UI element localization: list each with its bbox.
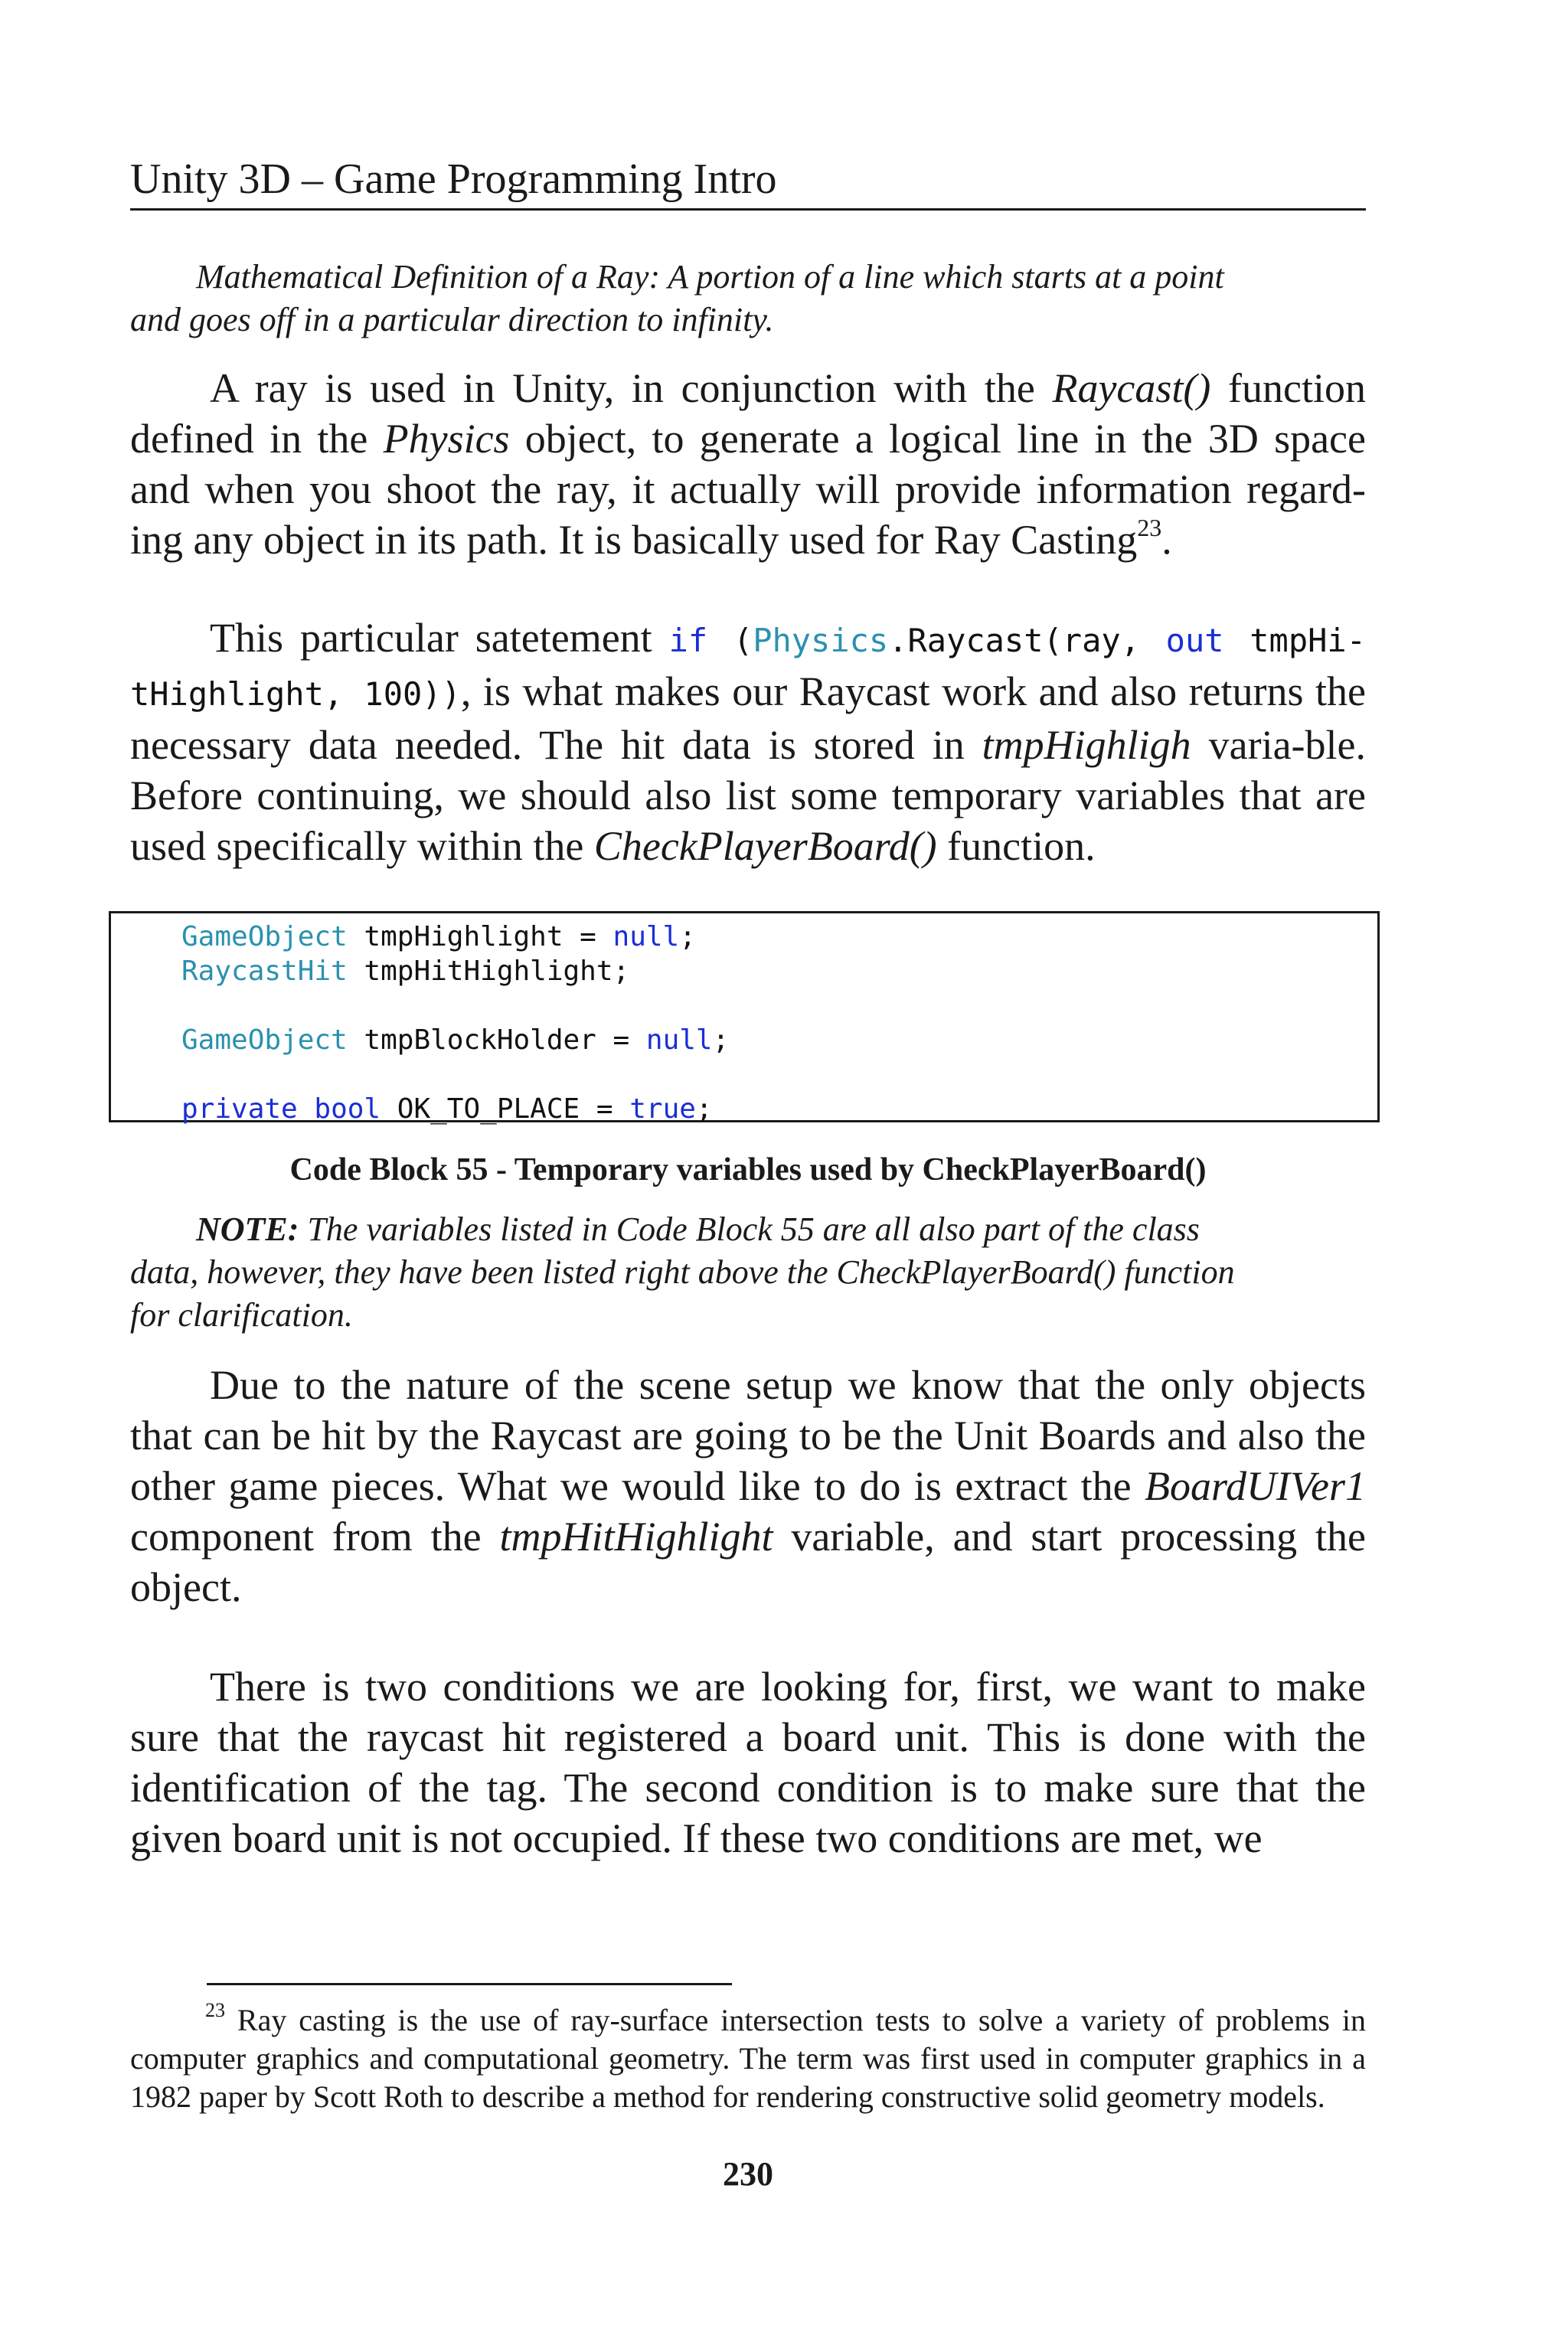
note-line-1	[130, 1208, 1366, 1251]
quote-line-1: Mathematical Definition of a Ray: A portion of a line which starts at a point	[196, 258, 1224, 296]
code-keyword: null	[612, 921, 680, 952]
quote-line-2: and goes off in a particular direction to infinity.	[130, 301, 774, 338]
code-type: RaycastHit	[181, 956, 348, 987]
code-type-physics: Physics	[753, 622, 889, 659]
code-type: GameObject	[181, 1024, 348, 1056]
note-line-2: data, however, they have been listed right above the CheckPlayerBoard() function	[130, 1253, 1235, 1291]
code-line-3	[181, 1023, 1377, 1057]
p2-text-2: , is what makes our Raycast work and also returns the necessary data needed. The hit data is stored in	[130, 668, 1366, 768]
p2-text-4: function.	[936, 823, 1096, 869]
code-paren: (	[707, 622, 753, 659]
note-line-3: for clarification.	[130, 1296, 353, 1334]
code-line-2	[181, 954, 1377, 988]
running-header: Unity 3D – Game Programming Intro	[130, 153, 1366, 211]
code-block-caption: Code Block 55 - Temporary variables used by CheckPlayerBoard()	[289, 1152, 1207, 1187]
p2-checkplayerboard-term: CheckPlayerBoard()	[593, 823, 937, 869]
code-block-55	[109, 911, 1380, 1125]
p3-text-2: component from the	[130, 1514, 500, 1560]
p2-tmphighligh-term: tmpHighligh	[982, 722, 1191, 768]
code-line-blank	[181, 1057, 1377, 1092]
p4-text: There is two conditions we are looking for, first, we want to make sure that the raycast hit registered a board unit. This is done with the identification of the tag. The second condition is to make sure that the given board unit is not occupied. If these two conditions are met, we	[130, 1664, 1366, 1861]
p1-text-2: function defined in the	[130, 365, 1366, 462]
footnote-number: 23	[205, 1998, 225, 2021]
code-text: tmpBlockHolder =	[347, 1024, 646, 1056]
code-type: GameObject	[181, 921, 348, 952]
footnote-text: Ray casting is the use of ray-surface intersection tests to solve a variety of problems in computer graphics and computational geometry. The term was first used in computer graphics in a 1982 paper by Scott Roth to describe a method for rendering constructive solid geometry models.	[130, 2003, 1366, 2114]
code-text: ;	[679, 921, 696, 952]
paragraph-ray-usage	[130, 363, 1366, 565]
note-block	[130, 1208, 1366, 1337]
code-keyword: private	[181, 1093, 298, 1125]
code-text: OK_TO_PLACE =	[381, 1093, 630, 1125]
code-text: ;	[712, 1024, 730, 1056]
paragraph-conditions	[130, 1661, 1366, 1864]
p2-text-3: varia-ble. Before continuing, we should also list some temporary variables that are used specifically within the	[130, 722, 1367, 869]
p3-tmphithighlight-term: tmpHitHighlight	[499, 1514, 773, 1560]
p3-text-1: Due to the nature of the scene setup we know that the only objects that can be hit by the Raycast are going to be the Unit Boards and also the other game pieces. What we would like to do is extract the	[130, 1362, 1366, 1509]
p1-raycast-term: Raycast()	[1052, 365, 1211, 411]
note-text-1: The variables listed in Code Block 55 are all also part of the class	[299, 1210, 1200, 1248]
p3-text-3: variable, and start processing the object.	[130, 1514, 1366, 1610]
paragraph-raycast-statement	[130, 612, 1366, 871]
code-args-rest: tmpHi-tHighlight, 100))	[130, 622, 1366, 713]
code-line-blank	[181, 988, 1377, 1023]
code-text: ;	[695, 1093, 713, 1125]
p1-text-3: object, to generate a logical line in the 3D space and when you shoot the ray, it actually will provide information regard-ing any object in its path. It is basically used for Ray Casting	[130, 416, 1366, 563]
footnote-23	[130, 1998, 1366, 2116]
code-keyword-if: if	[668, 622, 708, 659]
p1-text-4: .	[1161, 517, 1172, 563]
code-keyword: null	[645, 1024, 713, 1056]
code-text: tmpHitHighlight;	[347, 956, 630, 987]
code-text: tmpHighlight =	[347, 921, 613, 952]
code-text	[298, 1093, 315, 1125]
code-keyword: true	[629, 1093, 696, 1125]
ray-definition-quote	[130, 256, 1366, 341]
p3-boarduiver1-term: BoardUIVer1	[1145, 1463, 1366, 1509]
page-number: 230	[723, 2155, 773, 2193]
footnote-ref-23[interactable]: 23	[1137, 514, 1162, 541]
code-keyword-out: out	[1165, 622, 1224, 659]
p1-text-1: A ray is used in Unity, in conjunction with the	[210, 365, 1053, 411]
code-keyword: bool	[314, 1093, 381, 1125]
code-line-1	[181, 920, 1377, 954]
note-label: NOTE:	[196, 1210, 299, 1248]
p2-text-1: This particular satetement	[210, 615, 669, 661]
paragraph-scene-setup	[130, 1360, 1366, 1612]
footnote-divider	[207, 1983, 732, 1985]
code-line-4	[181, 1092, 1377, 1126]
p1-physics-term: Physics	[383, 416, 510, 462]
code-raycast-call: .Raycast(ray,	[888, 622, 1166, 659]
